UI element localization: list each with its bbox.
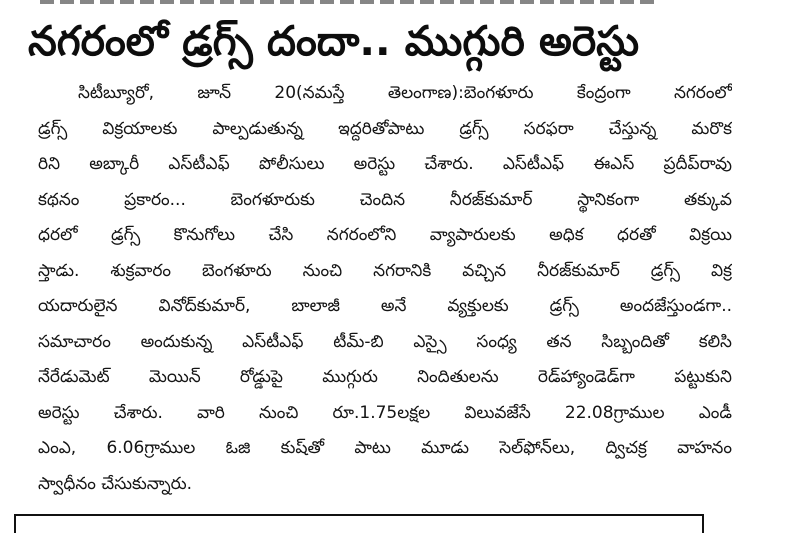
cropped-previous-article-edge <box>0 0 800 8</box>
article-line: సమాచారం అందుకున్న ఎస్‌టీఎఫ్ టీమ్-బి ఎస్సై సంధ్య తన సిబ్బందితో కలిసి <box>38 331 732 352</box>
article-line: స్వాధీనం చేసుకున్నారు. <box>38 473 193 494</box>
article-line: అరెస్టు చేశారు. వారి నుంచి రూ.1.75లక్షల విలువజేసే 22.08గ్రాముల ఎండీ <box>38 402 732 423</box>
article-line: డ్రగ్స్ విక్రయాలకు పాల్పడుతున్న ఇద్దరితోపాటు డ్రగ్స్ సరఫరా చేస్తున్న మరొక <box>38 118 732 139</box>
headline: నగరంలో డ్రగ్స్ దందా.. ముగ్గురి అరెస్టు <box>28 17 640 65</box>
article-line: కథనం ప్రకారం... బెంగళూరుకు చెందిన నీరజ్‌కుమార్ స్థానికంగా తక్కువ <box>38 189 732 210</box>
article-line: ధరలో డ్రగ్స్ కొనుగోలు చేసి నగరంలోని వ్యాపారులకు అధిక ధరతో విక్రయి <box>38 225 732 245</box>
article-line: నేరేడుమెట్ మెయిన్ రోడ్డుపై ముగ్గురు నిందితులను రెడ్‌హ్యాండెడ్‌గా పట్టుకుని <box>38 367 732 387</box>
article-line: సిటీబ్యూరో, జూన్ 20(నమస్తే తెలంగాణ):బెంగళూరు కేంద్రంగా నగరంలో <box>78 83 732 103</box>
article-line: ఎంఎ, 6.06గ్రాముల ఓజి కుష్‌తో పాటు మూడు సెల్‌ఫోన్‌లు, ద్విచక్ర వాహనం <box>38 438 732 458</box>
next-article-box-border <box>14 514 704 533</box>
article-line: యదారులైన వినోద్‌కుమార్, బాలాజీ అనే వ్యక్తులకు డ్రగ్స్ అందజేస్తుండగా.. <box>38 296 732 316</box>
article-body <box>38 76 732 502</box>
article-line: రిని అబ్కారీ ఎస్‌టీఎఫ్ పోలీసులు అరెస్టు చేశారు. ఎస్‌టీఎఫ్ ఈఎస్ ప్రదీప్‌రావు <box>38 154 732 174</box>
article-line: స్తాడు. శుక్రవారం బెంగళూరు నుంచి నగరానికి వచ్చిన నీరజ్‌కుమార్ డ్రగ్స్ విక్ర <box>38 260 732 281</box>
